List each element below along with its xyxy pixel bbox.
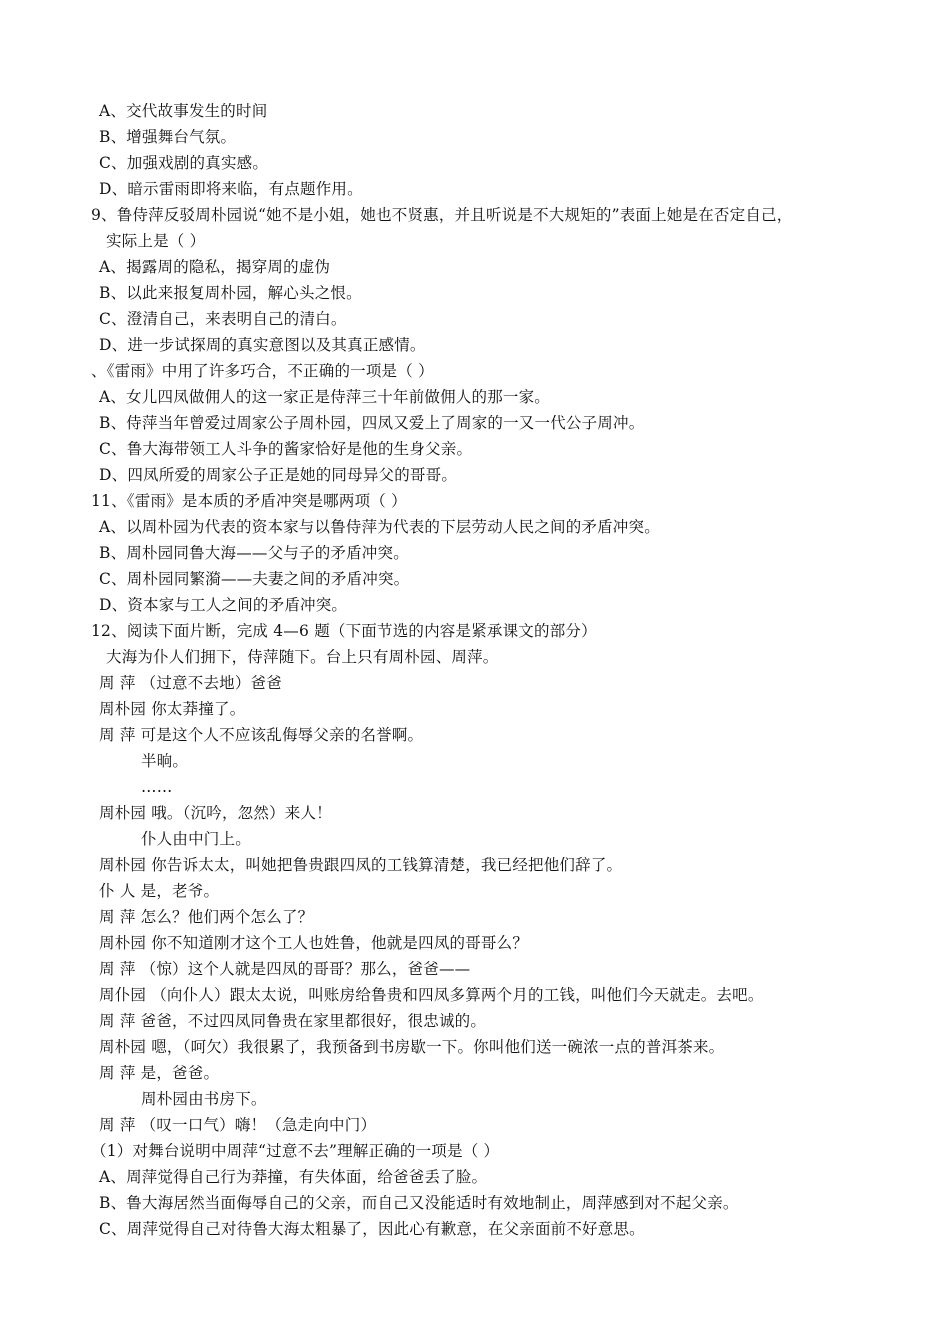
dialogue-line: 周 萍 是，爸爸。 — [99, 1064, 220, 1082]
option-line: D、四凤所爱的周家公子正是她的同母异父的哥哥。 — [99, 466, 458, 484]
dialogue-line: 周 萍 可是这个人不应该乱侮辱父亲的名誉啊。 — [99, 726, 424, 744]
question-line: 12、阅读下面片断，完成 4—6 题（下面节选的内容是紧承课文的部分） — [91, 622, 597, 640]
option-line: C、周萍觉得自己对待鲁大海太粗暴了，因此心有歉意，在父亲面前不好意思。 — [99, 1220, 645, 1238]
dialogue-line: 周朴园 你太莽撞了。 — [99, 700, 246, 718]
option-line: C、鲁大海带领工人斗争的酱家恰好是他的生身父亲。 — [99, 440, 473, 458]
dialogue-line: 周仆园 （向仆人）跟太太说，叫账房给鲁贵和四凤多算两个月的工钱，叫他们今天就走。去吧。 — [99, 986, 764, 1004]
option-line: C、澄清自己，来表明自己的清白。 — [99, 310, 347, 328]
question-line: 11、《雷雨》是本质的矛盾冲突是哪两项（ ） — [91, 492, 407, 510]
option-line: B、增强舞台气氛。 — [99, 128, 237, 146]
stage-direction: 周朴园由书房下。 — [141, 1090, 267, 1108]
option-line: A、交代故事发生的时间 — [99, 102, 268, 120]
dialogue-line: 周 萍 爸爸，不过四凤同鲁贵在家里都很好，很忠诚的。 — [99, 1012, 487, 1030]
option-line: D、进一步试探周的真实意图以及其真正感情。 — [99, 336, 426, 354]
stage-direction: 大海为仆人们拥下，侍萍随下。台上只有周朴园、周萍。 — [106, 648, 499, 666]
question-line: 9、鲁侍萍反驳周朴园说“她不是小姐，她也不贤惠，并且听说是不大规矩的”表面上她是在否定自己， — [91, 206, 793, 224]
stage-direction: 半晌。 — [141, 752, 189, 770]
option-line: A、女儿四凤做佣人的这一家正是侍萍三十年前做佣人的那一家。 — [99, 388, 550, 406]
dialogue-line: 周朴园 嗯，（呵欠）我很累了，我预备到书房歇一下。你叫他们送一碗浓一点的普洱茶来。 — [99, 1038, 725, 1056]
option-line: B、以此来报复周朴园，解心头之恨。 — [99, 284, 362, 302]
option-line: B、周朴园同鲁大海——父与子的矛盾冲突。 — [99, 544, 409, 562]
dialogue-line: 周 萍 （惊）这个人就是四凤的哥哥？那么，爸爸—— — [99, 960, 471, 978]
stage-direction: …… — [141, 778, 173, 796]
question-line: 、《雷雨》中用了许多巧合，不正确的一项是（ ） — [91, 362, 434, 380]
dialogue-line: 周朴园 你不知道刚才这个工人也姓鲁，他就是四凤的哥哥么？ — [99, 934, 529, 952]
dialogue-line: 周 萍 （过意不去地）爸爸 — [99, 674, 282, 692]
dialogue-line: 仆 人 是，老爷。 — [99, 882, 220, 900]
option-line: B、侍萍当年曾爱过周家公子周朴园，四凤又爱上了周家的一又一代公子周冲。 — [99, 414, 645, 432]
option-line: D、资本家与工人之间的矛盾冲突。 — [99, 596, 348, 614]
option-line: C、周朴园同繁漪——夫妻之间的矛盾冲突。 — [99, 570, 410, 588]
dialogue-line: 周朴园 哦。（沉吟，忽然）来人！ — [99, 804, 332, 822]
question-line: 实际上是（ ） — [106, 232, 206, 250]
question-line: （1）对舞台说明中周萍“过意不去”理解正确的一项是（ ） — [91, 1142, 500, 1160]
option-line: D、暗示雷雨即将来临，有点题作用。 — [99, 180, 363, 198]
dialogue-line: 周 萍 （叹一口气）嗨！（急走向中门） — [99, 1116, 377, 1134]
dialogue-line: 周朴园 你告诉太太，叫她把鲁贵跟四凤的工钱算清楚，我已经把他们辞了。 — [99, 856, 623, 874]
option-line: B、鲁大海居然当面侮辱自己的父亲，而自己又没能适时有效地制止，周萍感到对不起父亲。 — [99, 1194, 739, 1212]
dialogue-line: 周 萍 怎么？他们两个怎么了？ — [99, 908, 314, 926]
option-line: C、加强戏剧的真实感。 — [99, 154, 269, 172]
option-line: A、以周朴园为代表的资本家与以鲁侍萍为代表的下层劳动人民之间的矛盾冲突。 — [99, 518, 660, 536]
option-line: A、周萍觉得自己行为莽撞，有失体面，给爸爸丢了脸。 — [99, 1168, 488, 1186]
option-line: A、揭露周的隐私，揭穿周的虚伪 — [99, 258, 331, 276]
stage-direction: 仆人由中门上。 — [141, 830, 251, 848]
